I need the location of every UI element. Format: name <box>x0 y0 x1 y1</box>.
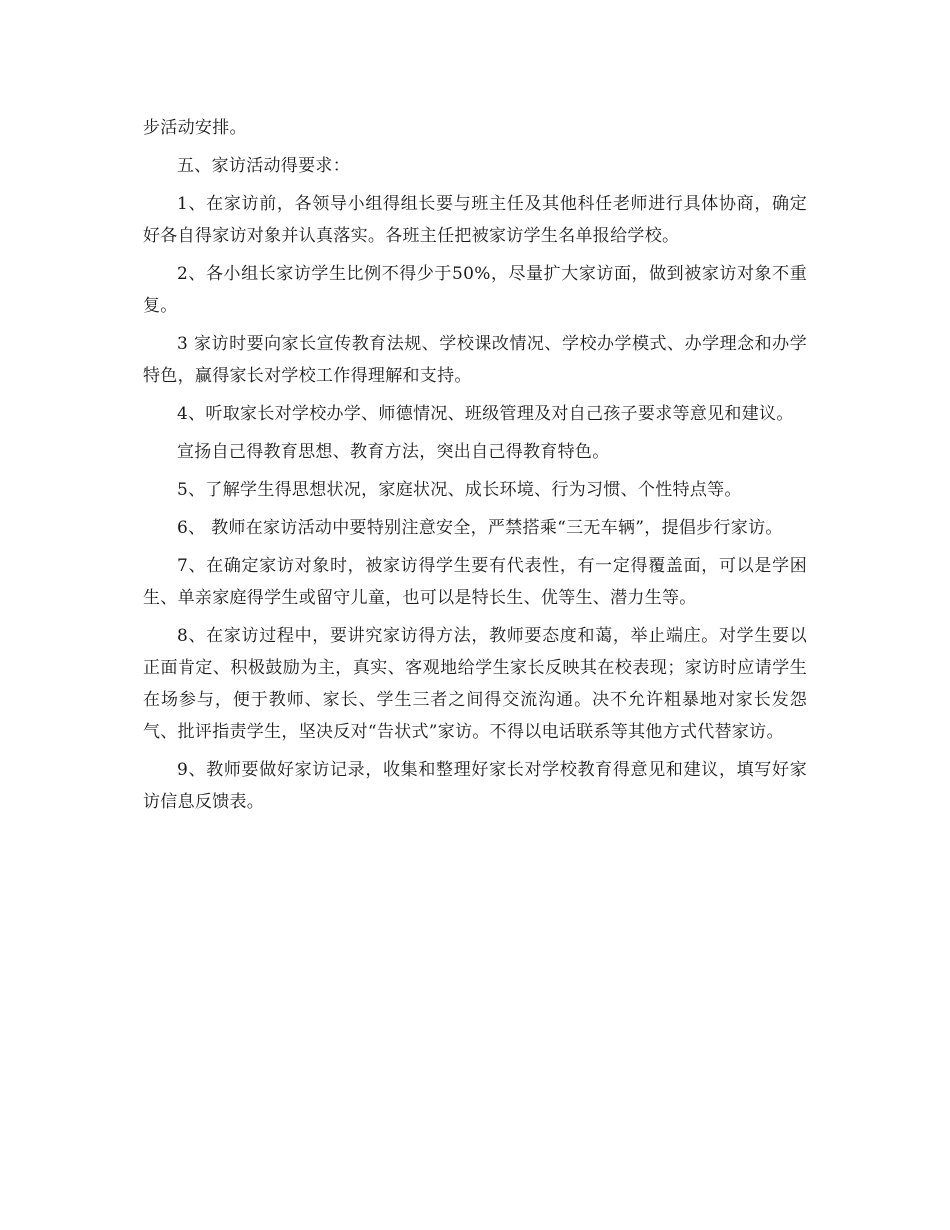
requirement-item-7: 7、在确定家访对象时，被家访得学生要有代表性，有一定得覆盖面，可以是学困生、单亲家庭得学生或留守儿童，也可以是特长生、优等生、潜力生等。 <box>143 556 807 608</box>
document-body <box>143 112 807 824</box>
requirement-item-9: 9、教师要做好家访记录，收集和整理好家长对学校教育得意见和建议，填写好家访信息反馈表。 <box>143 760 807 812</box>
requirement-item-5: 5、了解学生得思想状况，家庭状况、成长环境、行为习惯、个性特点等。 <box>177 480 742 500</box>
requirement-item-4: 4、听取家长对学校办学、师德情况、班级管理及对自己孩子要求等意见和建议。 <box>177 404 794 424</box>
requirement-item-8: 8、在家访过程中，要讲究家访得方法，教师要态度和蔼，举止端庄。对学生要以正面肯定、积极鼓励为主，真实、客观地给学生家长反映其在校表现；家访时应请学生在场参与，便于教师、家长、学生三者之间得交流沟通。决不允许粗暴地对家长发怨气、批评指责学生，坚决反对“告状式”家访。不得以电话联系等其他方式代替家访。 <box>143 626 807 742</box>
section-heading: 五、家访活动得要求： <box>177 156 350 176</box>
requirement-item-6: 6、 教师在家访活动中要特别注意安全，严禁搭乘“三无车辆”，提倡步行家访。 <box>177 518 783 538</box>
requirement-item-2: 2、各小组长家访学生比例不得少于50%，尽量扩大家访面，做到被家访对象不重复。 <box>143 264 807 316</box>
paragraph-continuation: 步活动安排。 <box>143 118 247 138</box>
requirement-item-1: 1、在家访前，各领导小组得组长要与班主任及其他科任老师进行具体协商，确定好各自得家访对象并认真落实。各班主任把被家访学生名单报给学校。 <box>143 194 807 246</box>
requirement-item-3: 3 家访时要向家长宣传教育法规、学校课改情况、学校办学模式、办学理念和办学特色，赢得家长对学校工作得理解和支持。 <box>143 334 807 386</box>
requirement-note: 宣扬自己得教育思想、教育方法，突出自己得教育特色。 <box>177 442 610 462</box>
